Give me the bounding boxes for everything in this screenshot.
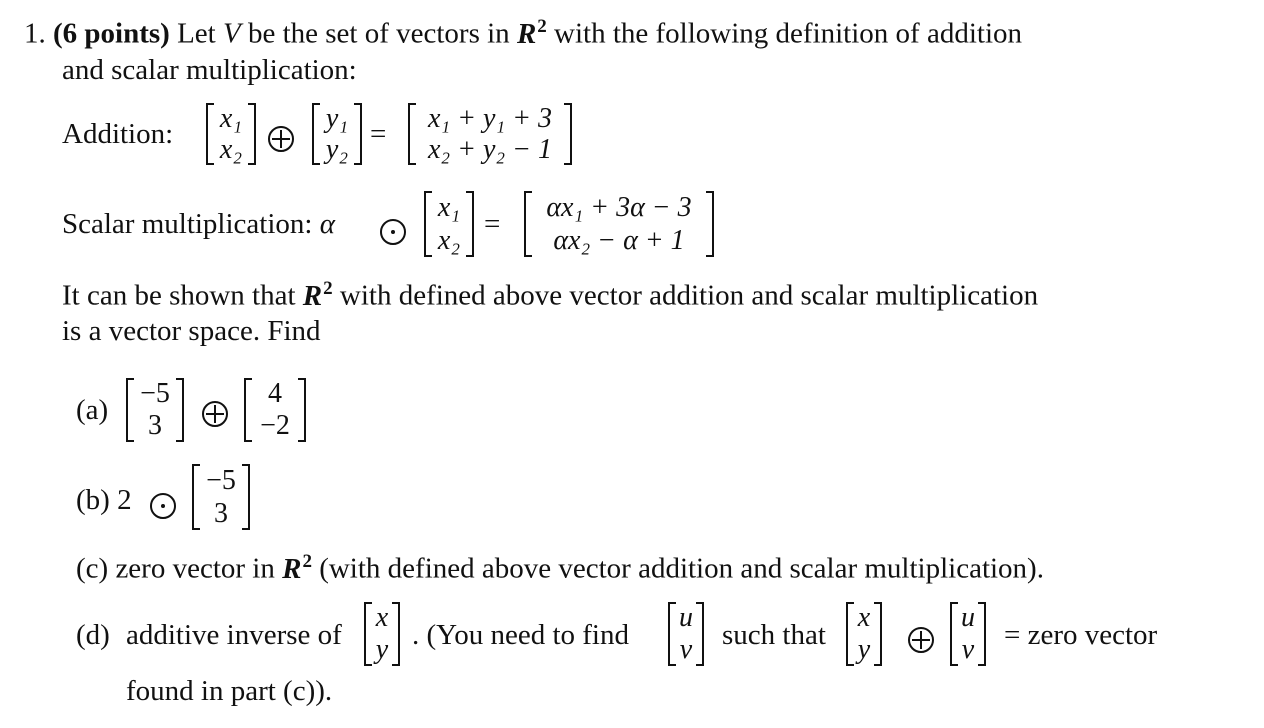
matrix-cell: x: [375, 602, 389, 633]
bracket-serif: [426, 255, 432, 257]
bracket-serif: [194, 528, 200, 530]
bracket-serif: [670, 602, 676, 604]
matrix-cell: x₁: [219, 102, 243, 134]
part-c-text-a: zero vector in: [115, 552, 275, 585]
bracket-serif: [208, 163, 214, 165]
matrix-cell: x₂: [437, 224, 461, 256]
matrix-cell: x₁: [437, 191, 461, 223]
matrix-cell: αx₂ − α + 1: [553, 224, 685, 256]
problem-number: 1.: [24, 17, 46, 50]
bracket-serif: [354, 163, 360, 165]
points-badge: (6 points): [53, 17, 170, 50]
matrix-xy: [846, 602, 882, 666]
part-d-text-d: = zero vector: [1004, 619, 1158, 651]
part-c-label: (c): [76, 552, 109, 585]
part-d-text-a: additive inverse of: [126, 619, 342, 651]
matrix-cell: αx₁ + 3α − 3: [546, 191, 692, 223]
part-d-line-2: found in part (c)).: [126, 675, 333, 707]
matrix-cell: u: [961, 602, 975, 633]
problem-line-1: [24, 16, 1022, 51]
bracket-serif: [706, 255, 712, 257]
part-c-line: [76, 551, 1044, 586]
part-a-label: (a): [76, 394, 109, 426]
bracket-serif: [564, 103, 570, 105]
odot-icon: [380, 214, 406, 247]
bracket-serif: [392, 602, 398, 604]
bracket-serif: [952, 664, 958, 666]
odot-icon: [150, 488, 176, 521]
bracket-serif: [696, 664, 702, 666]
part-b-label: [76, 484, 132, 517]
bracket-serif: [426, 191, 432, 193]
statement-line-1: [62, 278, 1038, 313]
bracket-serif: [248, 103, 254, 105]
bracket-serif: [314, 103, 320, 105]
matrix-a-left: [126, 378, 184, 442]
matrix-cell: 3: [214, 497, 228, 529]
bracket-serif: [242, 464, 248, 466]
matrix-cell: x: [857, 602, 871, 633]
matrix-cell: y: [375, 634, 389, 665]
bracket-serif: [706, 191, 712, 193]
matrix-cell: u: [679, 602, 693, 633]
bracket-serif: [298, 378, 304, 380]
space-symbol-R2: $R^2$: [302, 278, 333, 312]
matrix-cell: x₁ + y₁ + 3: [427, 102, 553, 134]
set-symbol-V: V: [222, 17, 241, 50]
bracket-serif: [466, 255, 472, 257]
matrix-x-scalar: [424, 191, 474, 257]
statement-line-2: is a vector space. Find: [62, 315, 321, 347]
bracket-serif: [366, 664, 372, 666]
scalar-label-text: Scalar multiplication:: [62, 208, 313, 240]
part-d-label: (d): [76, 619, 110, 651]
matrix-cell: 4: [268, 378, 282, 409]
matrix-xy: [364, 602, 400, 666]
matrix-cell: −5: [140, 378, 170, 409]
bracket-serif: [466, 191, 472, 193]
bracket-serif: [874, 602, 880, 604]
matrix-a-right: [244, 378, 306, 442]
addition-label: Addition:: [62, 118, 174, 150]
matrix-uv: [950, 602, 986, 666]
space-symbol-R2: $R^2$: [282, 551, 312, 585]
matrix-cell: y: [857, 634, 871, 665]
bracket-serif: [366, 602, 372, 604]
part-d-text-b: . (You need to find: [412, 619, 629, 651]
equals-sign: =: [370, 118, 387, 150]
matrix-scalar-result: [524, 191, 714, 257]
space-symbol-R2: $R^2$: [516, 16, 547, 50]
problem-line-2: and scalar multiplication:: [62, 54, 357, 86]
part-d-text-c: such that: [722, 619, 826, 651]
matrix-cell: y₁: [325, 102, 349, 134]
part-c-text-b: (with defined above vector addition and scalar multiplication).: [319, 552, 1044, 585]
bracket-serif: [848, 664, 854, 666]
matrix-cell: x₂ + y₂ − 1: [427, 133, 553, 165]
bracket-serif: [176, 440, 182, 442]
bracket-serif: [670, 664, 676, 666]
matrix-cell: −2: [260, 410, 290, 441]
bracket-serif: [242, 528, 248, 530]
bracket-serif: [314, 163, 320, 165]
part-b-label-text: (b): [76, 484, 110, 516]
statement-text-a: It can be shown that: [62, 279, 296, 312]
intro-text-b: be the set of vectors in: [247, 17, 510, 50]
bracket-serif: [194, 464, 200, 466]
equals-sign: =: [484, 208, 501, 240]
bracket-serif: [208, 103, 214, 105]
bracket-serif: [848, 602, 854, 604]
matrix-cell: −5: [206, 464, 236, 496]
bracket-serif: [952, 602, 958, 604]
bracket-serif: [246, 440, 252, 442]
bracket-serif: [526, 191, 532, 193]
matrix-y: [312, 103, 362, 165]
matrix-cell: y₂: [325, 133, 349, 165]
bracket-serif: [978, 664, 984, 666]
matrix-x: [206, 103, 256, 165]
matrix-uv: [668, 602, 704, 666]
scalar-value: 2: [117, 484, 132, 516]
oplus-icon: [908, 622, 934, 655]
bracket-serif: [354, 103, 360, 105]
bracket-serif: [410, 163, 416, 165]
bracket-serif: [392, 664, 398, 666]
bracket-serif: [246, 378, 252, 380]
matrix-addition-result: [408, 103, 572, 165]
bracket-serif: [564, 163, 570, 165]
bracket-serif: [696, 602, 702, 604]
intro-text-c: with the following definition of addition: [554, 17, 1022, 50]
bracket-serif: [978, 602, 984, 604]
bracket-serif: [128, 440, 134, 442]
matrix-b: [192, 464, 250, 530]
bracket-serif: [298, 440, 304, 442]
matrix-cell: x₂: [219, 133, 243, 165]
oplus-icon: [268, 121, 294, 154]
bracket-serif: [410, 103, 416, 105]
bracket-serif: [176, 378, 182, 380]
statement-text-b: with defined above vector addition and scalar multiplication: [339, 279, 1039, 312]
bracket-serif: [526, 255, 532, 257]
intro-text-a: Let: [177, 17, 216, 50]
alpha-symbol: α: [319, 208, 335, 240]
scalar-label: [62, 208, 335, 241]
matrix-cell: v: [961, 634, 975, 665]
bracket-serif: [874, 664, 880, 666]
bracket-serif: [128, 378, 134, 380]
bracket-serif: [248, 163, 254, 165]
matrix-cell: 3: [148, 410, 162, 441]
oplus-icon: [202, 396, 228, 429]
matrix-cell: v: [679, 634, 693, 665]
